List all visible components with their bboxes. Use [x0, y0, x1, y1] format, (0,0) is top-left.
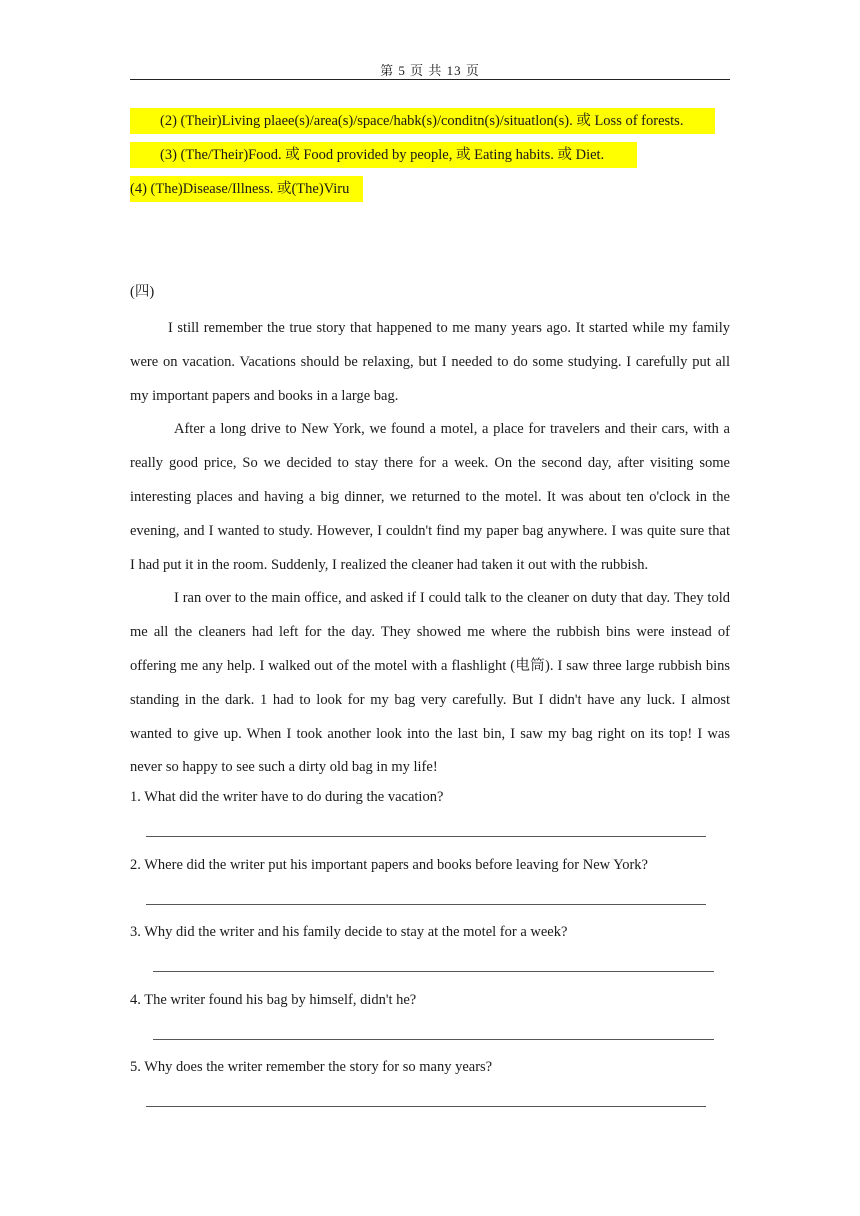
passage-paragraph-3: I ran over to the main office, and asked if I could talk to the cleaner on duty that day. They told me all the cleaners had left for the day. They showed me where the rubbish bins were instead of offering me any help. I walked out of the motel with a flashlight (电筒). I saw three large rubbish bins standing in the dark. 1 had to look for my bag very carefully. But I didn't have any luck. I almost wanted to give up. When I took another look into the last bin, I saw my bag right on its top! I was never so happy to see such a dirty old bag in my life! — [130, 590, 730, 776]
answer-blank-4[interactable] — [153, 1039, 714, 1040]
section-label: (四) — [130, 284, 155, 300]
question-4: 4. The writer found his bag by himself, didn't he? — [130, 992, 417, 1008]
question-2: 2. Where did the writer put his important papers and books before leaving for New York? — [130, 857, 648, 873]
answer-blank-2[interactable] — [146, 904, 706, 905]
answer-line-4: (4) (The)Disease/Illness. 或(The)Viru — [130, 176, 363, 202]
answer-blank-1[interactable] — [146, 836, 706, 837]
reading-passage — [130, 312, 730, 785]
question-1: 1. What did the writer have to do during the vacation? — [130, 789, 444, 805]
question-5: 5. Why does the writer remember the story for so many years? — [130, 1059, 493, 1075]
page-number-header: 第 5 页 共 13 页 — [380, 63, 480, 78]
passage-paragraph-1: I still remember the true story that happened to me many years ago. It started while my family were on vacation. Vacations should be relaxing, but I needed to do some studying. I carefully put all my important papers and books in a large bag. — [130, 320, 730, 404]
answer-text-2: (2) (Their)Living plaee(s)/area(s)/space/habk(s)/conditn(s)/situatlon(s). 或 Loss of forests. — [160, 113, 684, 129]
answer-blank-3[interactable] — [153, 971, 714, 972]
passage-paragraph-2: After a long drive to New York, we found a motel, a place for travelers and their cars, with a really good price, So we decided to stay there for a week. On the second day, after visiting some interesting places and having a big dinner, we returned to the motel. It was about ten o'clock in the evening, and I wanted to study. However, I couldn't find my paper bag anywhere. I was quite sure that I had put it in the room. Suddenly, I realized the cleaner had taken it out with the rubbish. — [130, 421, 730, 573]
header-divider — [130, 79, 730, 80]
answer-line-2 — [130, 108, 715, 134]
question-3: 3. Why did the writer and his family decide to stay at the motel for a week? — [130, 924, 568, 940]
answer-text-3: (3) (The/Their)Food. 或 Food provided by people, 或 Eating habits. 或 Diet. — [160, 147, 605, 163]
answer-line-3 — [130, 142, 637, 168]
answer-blank-5[interactable] — [146, 1106, 706, 1107]
